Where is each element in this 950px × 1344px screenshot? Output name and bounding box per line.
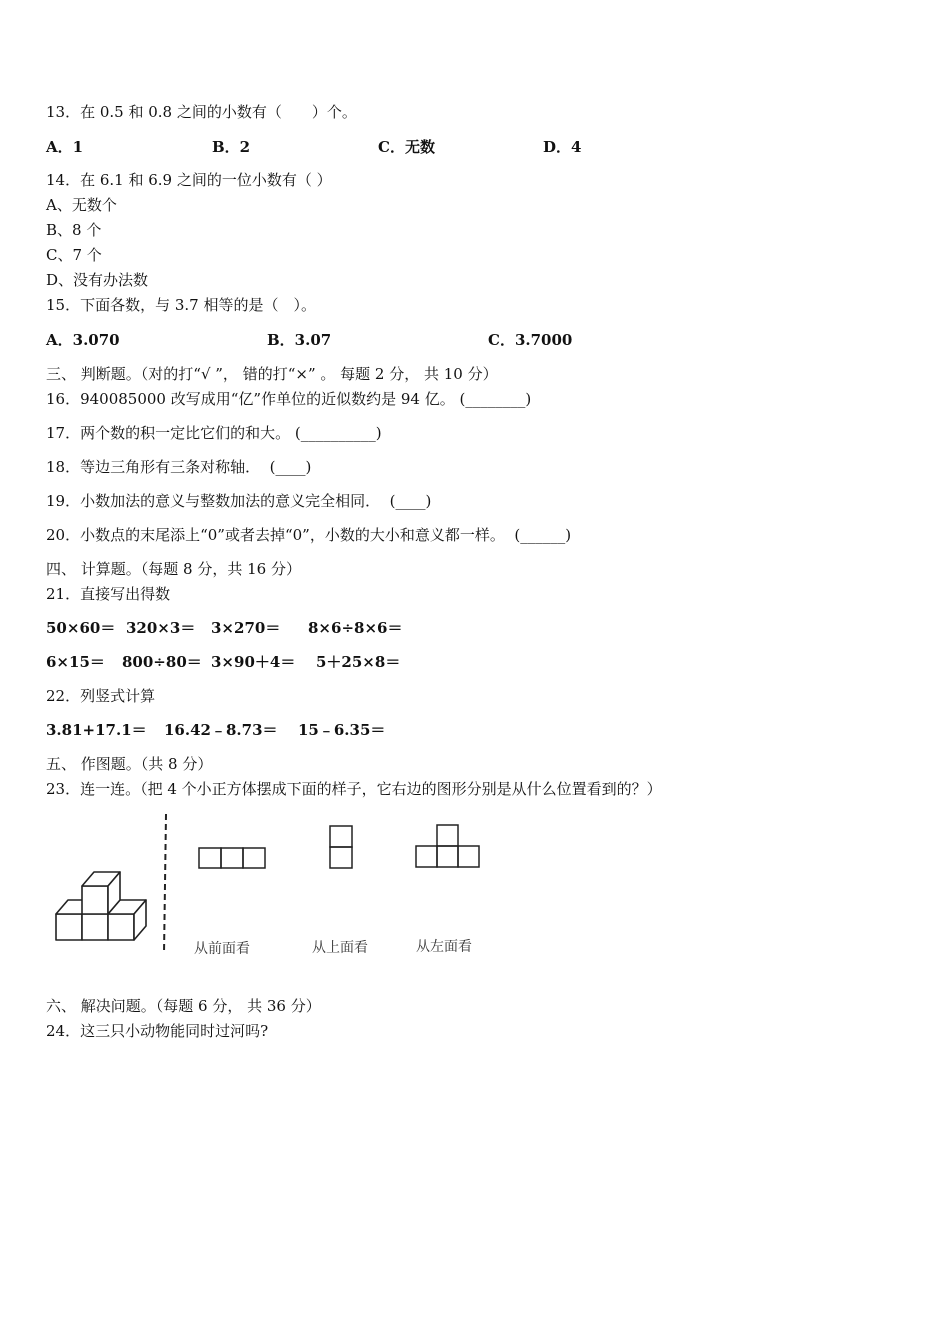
q22-item: 16.42﹣8.73＝: [164, 721, 278, 739]
q14-option-c: C、7 个: [46, 246, 102, 264]
q21-item: 8×6÷8×6＝: [308, 619, 403, 637]
view-left-shape: [416, 825, 479, 867]
question-17: 17．两个数的积一定比它们的和大。 (__________): [46, 424, 382, 442]
q14-option-d: D、没有办法数: [46, 271, 149, 289]
q22-item: 15﹣6.35＝: [298, 721, 386, 739]
q15-option-a: A．3.070: [46, 331, 120, 349]
caption-front-view: 从前面看: [194, 941, 250, 957]
q21-item: 800÷80＝: [122, 653, 202, 671]
q21-item: 320×3＝: [126, 619, 196, 637]
question-19: 19．小数加法的意义与整数加法的意义完全相同． (____): [46, 492, 432, 510]
q21-item: 50×60＝: [46, 619, 116, 637]
q13-option-d: D．4: [543, 138, 582, 156]
question-14-stem: 14．在 6.1 和 6.9 之间的一位小数有（ ）: [46, 171, 332, 189]
caption-top-view: 从上面看: [312, 940, 368, 956]
section-5-heading: 五、 作图题。（共 8 分）: [46, 755, 213, 773]
q22-item: 3.81+17.1＝: [46, 721, 147, 739]
q21-item: 5＋25×8＝: [316, 653, 401, 671]
dashed-divider: [164, 814, 166, 954]
cube-stack-drawing: [56, 872, 146, 940]
question-21-stem: 21．直接写出得数: [46, 585, 171, 603]
q13-option-a: A．1: [46, 138, 84, 156]
question-13-stem: 13．在 0.5 和 0.8 之间的小数有（ ）个。: [46, 103, 357, 121]
q21-item: 6×15＝: [46, 653, 105, 671]
question-23-stem: 23．连一连。（把 4 个小正方体摆成下面的样子，它右边的图形分别是从什么位置看到的？）: [46, 780, 662, 798]
section-4-heading: 四、 计算题。（每题 8 分，共 16 分）: [46, 560, 301, 578]
q15-option-b: B．3.07: [267, 331, 332, 349]
q13-option-c: C．无数: [378, 138, 435, 156]
caption-left-view: 从左面看: [416, 939, 472, 955]
view-top-shape: [330, 826, 352, 868]
section-6-heading: 六、 解决问题。（每题 6 分， 共 36 分）: [46, 997, 321, 1015]
question-22-stem: 22．列竖式计算: [46, 687, 156, 705]
section-3-heading: 三、 判断题。（对的打“√ ”， 错的打“×” 。 每题 2 分， 共 10 分）: [46, 365, 498, 383]
cube-views-figure: [50, 812, 500, 962]
question-15-stem: 15．下面各数，与 3.7 相等的是（ ）。: [46, 296, 316, 314]
view-front-shape: [199, 848, 265, 868]
question-16: 16．940085000 改写成用“亿”作单位的近似数约是 94 亿。 (________): [46, 390, 532, 408]
q15-option-c: C．3.7000: [488, 331, 573, 349]
question-18: 18．等边三角形有三条对称轴． (____): [46, 458, 312, 476]
question-20: 20．小数点的末尾添上“0”或者去掉“0”，小数的大小和意义都一样。 (______): [46, 526, 572, 544]
q21-item: 3×270＝: [211, 619, 281, 637]
q14-option-b: B、8 个: [46, 221, 102, 239]
question-24: 24．这三只小动物能同时过河吗?: [46, 1022, 269, 1040]
q21-item: 3×90＋4＝: [211, 653, 296, 671]
q14-option-a: A、无数个: [46, 196, 117, 214]
q13-option-b: B．2: [212, 138, 251, 156]
